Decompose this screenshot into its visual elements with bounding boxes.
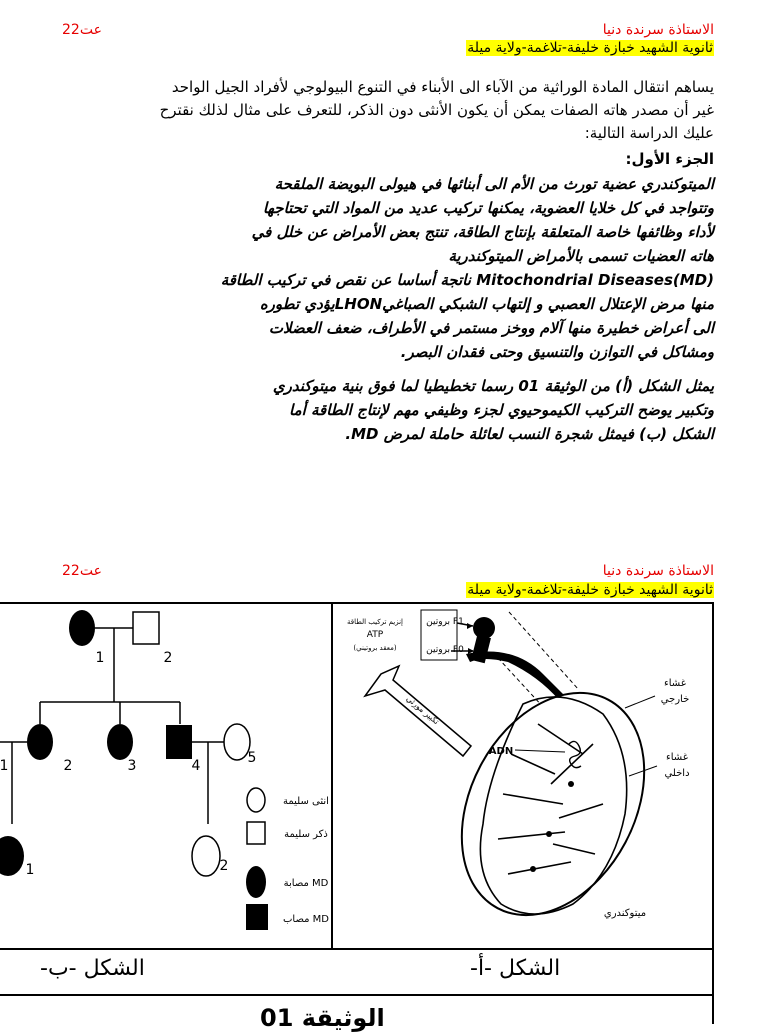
paragraph-line: (Mitochondrial Diseases(MD ناتجة أساسا عن نقص في تركيب الطاقة	[220, 271, 714, 289]
zoom-label: تكبير مورثي	[404, 693, 441, 727]
pedigree-chart	[0, 604, 331, 948]
legend-healthy-male-symbol	[247, 822, 265, 844]
legend-affected-male: مصاب MD	[282, 914, 330, 925]
gen2-affected-male	[166, 725, 192, 759]
school-name: ثانوية الشهيد خبازة خليفة-تلاغمة-ولاية ميلة	[467, 582, 713, 598]
teacher-name: الاستاذة سرندة دنيا	[602, 22, 714, 38]
intro-line: يساهم انتقال المادة الوراثية من الآباء الى الأبناء في التنوع البيولوجي لأفراد الجيل الواحد	[171, 78, 714, 96]
paragraph-line: ومشاكل في التوازن والتنسيق وحتى فقدان البصر.	[400, 343, 714, 361]
legend-healthy-male: ذكر سليمة	[284, 829, 328, 840]
gen2-healthy-female	[224, 724, 250, 760]
intro-line: عليك الدراسة التالية:	[584, 124, 714, 142]
paragraph-line: الميتوكندري عضية تورث من الأم الى أبنائها في هيولى البويضة الملقحة	[274, 175, 714, 193]
legend-healthy-female-symbol	[247, 788, 265, 812]
label-divider	[0, 948, 714, 950]
legend-healthy-female: انثى سليمة	[283, 796, 329, 807]
gen1-healthy-male	[133, 612, 159, 644]
paragraph-line: وتتواجد في كل خلايا العضوية، يمكنها تركيب عديد من المواد التي تحتاجها	[262, 199, 714, 217]
paragraph-line: الشكل (ب) فيمثل شجرة النسب لعائلة حاملة لمرض MD.	[345, 425, 714, 443]
f1-protein-head	[473, 617, 495, 639]
gen2-number: 2	[63, 758, 73, 774]
class-tag: 2عت2	[62, 563, 102, 579]
gen2-affected-female	[27, 724, 53, 760]
f1-label: بروتين F1	[426, 617, 464, 627]
teacher-name: الاستاذة سرندة دنيا	[602, 563, 714, 579]
gen2-affected-female	[107, 724, 133, 760]
legend-affected-male-symbol	[246, 904, 268, 930]
paragraph-line: هاته العضيات تسمى بالأمراض الميتوكندرية	[448, 247, 714, 265]
gen3-number: 1	[25, 862, 35, 878]
paragraph-line: الى أعراض خطيرة منها آلام ووخز مستمر في الأطراف، ضعف العضلات	[268, 319, 714, 337]
mitochondria-label: ميتوكندري	[603, 908, 647, 919]
gen2-number: 5	[247, 750, 257, 766]
figure-b-label: الشكل -ب-	[40, 956, 145, 981]
part-title: الجزء الأول:	[625, 150, 714, 168]
gen1-affected-female	[69, 610, 95, 646]
school-name: ثانوية الشهيد خبازة خليفة-تلاغمة-ولاية ميلة	[467, 40, 713, 56]
atp-label-2: ATP	[366, 630, 384, 640]
membrane-fragment	[466, 652, 566, 701]
paragraph-line: منها مرض الإعتلال العصبي و إلتهاب الشبكي الصباغيLHONيؤدي تطوره	[259, 295, 714, 313]
gen2-number: 1	[0, 758, 9, 774]
paragraph-line: لأداء وظائفها خاصة المتعلقة بإنتاج الطاقة، تنتج بعض الأمراض عن خلل في	[251, 223, 714, 241]
paragraph-line: وتكبير يوضح التركيب الكيموحيوي لجزء وظيفي مهم لإنتاج الطاقة أما	[289, 401, 714, 419]
class-tag: 2عت2	[62, 22, 102, 38]
document-title: الوثيقة 01	[260, 1004, 385, 1032]
mitochondria-diagram	[333, 604, 713, 948]
figure-a-label: الشكل -أ-	[470, 956, 561, 981]
gen2-number: 3	[127, 758, 137, 774]
gen2-number: 4	[191, 758, 201, 774]
gen3-number: 2	[219, 858, 229, 874]
intro-paragraph	[54, 76, 714, 145]
atp-label-3: (معقد بروتيني)	[353, 644, 397, 652]
outer-membrane	[425, 661, 681, 946]
legend-affected-female-symbol	[246, 866, 266, 898]
f0-label: بروتين F0	[426, 645, 464, 655]
title-divider	[0, 994, 714, 996]
gen3-affected-female	[0, 836, 24, 876]
paragraph-line: يمثل الشكل (أ) من الوثيقة 01 رسما تخطيطيا لما فوق بنية ميتوكندري	[272, 377, 714, 395]
outer-membrane-label: خارجي	[660, 694, 690, 705]
intro-line: غير أن مصدر هاته الصفات يمكن أن يكون الأنثى دون الذكر، للتعرف على مثال لذلك نقترح	[159, 101, 714, 119]
figure-description-paragraph	[54, 374, 714, 446]
adn-label: ADN	[488, 746, 514, 757]
gen1-number: 2	[163, 650, 173, 666]
gen3-healthy-female	[192, 836, 220, 876]
atp-label-1: إنزيم تركيب الطاقة	[347, 618, 403, 626]
outer-membrane-label: غشاء	[664, 678, 686, 689]
inner-membrane-label: داخلي	[664, 768, 690, 779]
mitochondria-paragraph	[54, 172, 714, 364]
inner-membrane-label: غشاء	[666, 752, 688, 763]
legend-affected-female: مصابة MD	[283, 878, 329, 889]
gen1-number: 1	[95, 650, 105, 666]
